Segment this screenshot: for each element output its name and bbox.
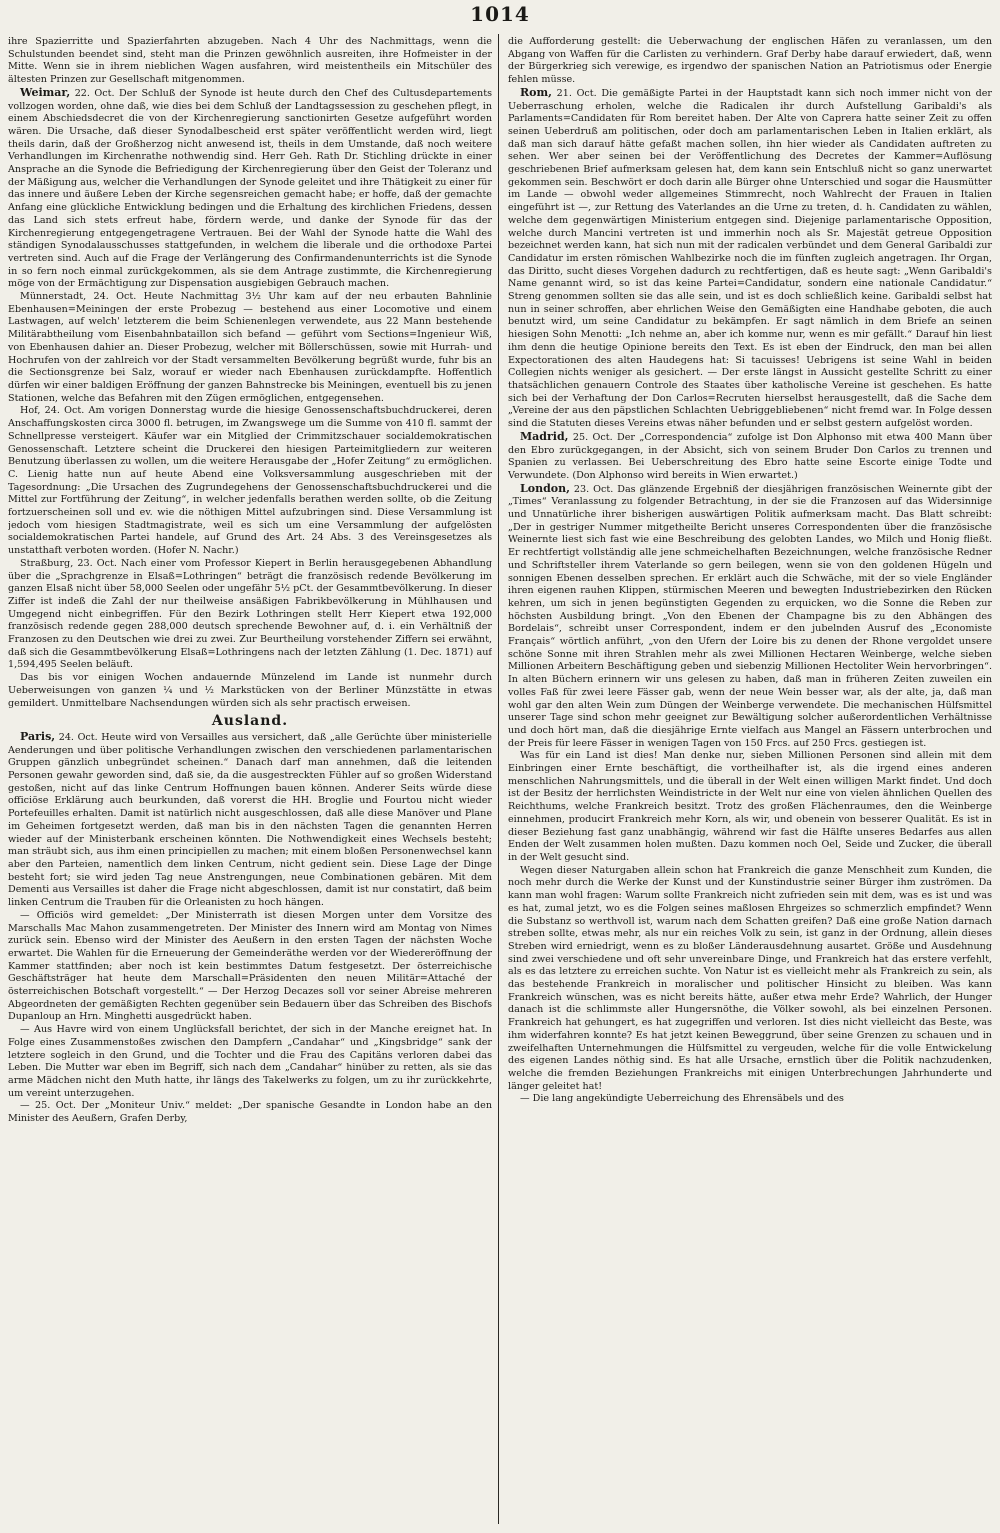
article-text: 25. Oct. Der „Correspondencia“ zufolge ist Don Alphonso mit etwa 400 Mann über den Ebro zurückgegangen, in der Absicht, sich von seinem Bruder Don Carlos zu trennen und Spanien zu verlassen. Bei Ueberschreitung des Ebro hatte seine Escorte einige Todte und Verwundete. (Don Alphonso wird bereits in Wien erwartet.) [508, 431, 992, 481]
dateline: Rom, [520, 85, 552, 99]
article-text: 24. Oct. Heute wird von Versailles aus versichert, daß „alle Gerüchte über ministerielle Aenderungen und über politische Verhandlungen zwischen den verschiedenen parlamentarischen Gruppen gänzlich unbegründet scheinen.“ Danach darf man annehmen, daß die leitenden Personen gewahr geworden sind, daß sie, da die ausgestreckten Fühler auf so großen Widerstand gestoßen, nicht auf das linke Centrum Hoffnungen bauen können. Anderer Seits würde diese officiöse Erklärung auch beurkunden, daß vorerst die HH. Broglie und Fourtou nicht wieder Portefeuilles erhalten. Damit ist natürlich nicht ausgeschlossen, daß alle diese Manöver und Plane im Geheimen fortgesetzt werden, daß man bis in den nächsten Tagen die genannten Herren wieder auf der Ministerbank erscheinen könnten. Die Nothwendigkeit eines Wechsels besteht; man sträubt sich, aus ihm einen principiellen zu machen; mit einem bloßen Personenwechsel kann aber den Parteien, namentlich dem linken Centrum, nicht gedient sein. Diese Lage der Dinge besteht fort; sie wird jeden Tag neue Anstrengungen, neue Combinationen gebären. Mit dem Dementi aus Versailles ist daher die Frage nicht abgeschlossen, damit ist nur constatirt, daß beim linken Centrum die Trauben für die Orleanisten zu hoch hängen. [8, 731, 492, 909]
article-paris [8, 731, 492, 910]
article-weimar [8, 87, 492, 291]
page-number: 1014 [470, 2, 530, 26]
article-text: 22. Oct. Der Schluß der Synode ist heute durch den Chef des Cultusdepartements vollzogen worden, ohne daß, wie dies bei dem Schluß der Landtagssession zu geschehen pflegt, in einem Abschiedsdecret die von der Kirchenregierung sanctionirten Gesetze aufgeführt worden wären. Die Ursache, daß dieser Synodalbescheid erst später veröffentlicht werden wird, liegt theils darin, daß der Großherzog nicht anwesend ist, theils in dem Umstande, daß noch weitere Verhandlungen im Kirchenrathe nothwendig sind. Herr Geh. Rath Dr. Stichling drückte in einer Ansprache an die Synode die Befriedigung der Kirchenregierung über den Geist der Toleranz und der Mäßigung aus, welcher die Verhandlungen der Synode geleitet und ihre Thätigkeit zu einer für das innere und äußere Leben der Kirche segensreichen gemacht habe; er hoffe, daß der gemachte Anfang eine glückliche Entwicklung bedingen und die Erhaltung des kirchlichen Friedens, dessen das Land sich stets erfreut habe, fördern werde, und danke der Synode für das der Kirchenregierung entgegengetragene Vertrauen. Bei der Wahl der Synode hatte die Wahl des ständigen Synodalausschusses stattgefunden, in welchem die liberale und die orthodoxe Partei vertreten sind. Auch auf die Frage der Verlängerung des Confirmandenunterrichts ist die Synode in so fern noch einmal zurückgekommen, als sie dem Antrage zustimmte, die Kirchenregierung möge von der Ermächtigung zur Dispensation ausgiebigen Gebrauch machen. [8, 87, 492, 290]
article-officioes: — Officiös wird gemeldet: „Der Ministerrath ist diesen Morgen unter dem Vorsitze des Marschalls Mac Mahon zusammengetreten. Der Minister des Innern wird am Montag von Nimes zurück sein. Ebenso wird der Minister des Aeußern in den ersten Tagen der nächsten Woche erwartet. Die Wahlen für die Erneuerung der Gemeinderäthe werden vor der Wiedereröffnung der Kammer stattfinden; aber noch ist kein bestimmtes Datum festgesetzt. Der österreichische Geschäftsträger hat heute dem Marschall=Präsidenten den neuen Militär=Attaché der österreichischen Botschaft vorgestellt.“ — Der Herzog Decazes soll vor seiner Abreise mehreren Abgeordneten der gemäßigten Rechten gegenüber sein Bedauern über das Schreiben des Bischofs Dupanloup an Hrn. Minghetti ausgedrückt haben. [8, 909, 492, 1023]
article-text: Was für ein Land ist dies! Man denke nur, sieben Millionen Personen sind allein mit dem Einbringen einer Ernte beschäftigt, die vortheilhafter ist, als die irgend eines anderen menschlichen Nahrungsmittels, und die überall in der Welt einen willigen Markt findet. Und doch ist der Besitz der herrlichsten Weindistricte in der Welt nur eine von vielen ähnlichen Quellen des Reichthums, welche Frankreich besitzt. Trotz des großen Flächenraumes, den die Weinberge einnehmen, producirt Frankreich mehr Korn, als wir, und obenein von besserer Qualität. Es ist in dieser Beziehung fast ganz unabhängig, während wir fast die Hälfte unseres Bedarfes aus allen Enden der Welt zusammen holen mußten. Dazu kommen noch Oel, Seide und Zucker, die überall in der Welt gesucht sind. [508, 750, 992, 863]
article-madrid [508, 431, 992, 483]
dateline: Madrid, [520, 429, 569, 443]
article-ehrensaebel: — Die lang angekündigte Ueberreichung des Ehrensäbels und des [520, 1093, 844, 1105]
article-strassburg: Straßburg, 23. Oct. Nach einer vom Professor Kiepert in Berlin herausgegebenen Abhandlung über die „Sprachgrenze in Elsaß=Lothringen“ beträgt die französisch redende Bevölkerung im ganzen Elsaß nicht über 58,000 Seelen oder ungefähr 5½ pCt. der Gesammtbevölkerung. In dieser Ziffer ist indeß die Zahl der nur theilweise ansäßigen Fabrikbevölkerung in Mühlhausen und Umgegend nicht einbegriffen. Für den Bezirk Lothringen stellt Herr Kiepert etwa 192,000 französisch redende gegen 288,000 deutsch sprechende Bewohner auf, d. i. ein Verhältniß der Franzosen zu den Deutschen wie drei zu zwei. Zur Beurtheilung vorstehender Ziffern sei erwähnt, daß sich die Gesammtbevölkerung Elsaß=Lothringens nach der letzten Zählung (1. Dec. 1871) auf 1,594,495 Seelen beläuft. [8, 557, 492, 671]
article-muennerstadt: Münnerstadt, 24. Oct. Heute Nachmittag 3½ Uhr kam auf der neu erbauten Bahnlinie Ebenhausen=Meiningen der erste Probezug — bestehend aus einer Locomotive und einem Lastwagen, auf welch' letzterem die beim Schienenlegen verwendete, aus 22 Mann bestehende Militärabtheilung vom Eisenbahnbataillon sich befand — geführt vom Sections=Ingenieur Wiß, von Ebenhausen dahier an. Dieser Probezug, welcher mit Böllerschüssen, sowie mit Hurrah- und Hochrufen von der zahlreich vor der Stadt versammelten Bevölkerung begrüßt wurde, fuhr bis an die Sectionsgrenze bei Salz, worauf er wieder nach Ebenhausen zurückdampfte. Hoffentlich dürfen wir einer baldigen Eröffnung der ganzen Bahnstrecke bis Meiningen, eventuell bis zu jenen Stationen, welche das Befahren mit den Zügen ermöglichen, entgegensehen. [8, 291, 492, 404]
article-text: 23. Oct. Das glänzende Ergebniß der diesjährigen französischen Weinernte gibt der „Times“ Veranlassung zu folgender Betrachtung, in der sie die Franzosen auf das Widersinnige und Unnatürliche ihrer bisherigen auswärtigen Politik aufmerksam macht. Das Blatt schreibt: „Der in gestriger Nummer mitgetheilte Bericht unseres Correspondenten über die französische Weinernte liest sich fast wie eine Beschreibung des gelobten Landes, wo Milch und Honig fließt. Er rechtfertigt vollständig alle jene schmeichelhaften Bezeichnungen, welche französische Redner und Schriftsteller ihrem Vaterlande so gern beilegen, wenn sie von den goldenen Hügeln und sonnigen Ebenen desselben sprechen. Er erklärt auch die Schwäche, mit der so viele Engländer ihren eigenen rauhen Klippen, stürmischen Meeren und bewegten Industriebezirken den Rücken kehren, um sich in jenen begünstigten Gegenden zu erquicken, wo die Sonne die Reben zur höchsten Ausbildung bringt. „Von den Ebenen der Champagne bis zu den Abhängen des Bordelais“, schreibt unser Correspondent, indem er den jubelnden Ausruf des „Economiste Français“ wörtlich anführt, „von den Ufern der Loire bis zu denen der Rhone vergoldet unsere schöne Sonne mit ihren Strahlen mehr als zwei Millionen Hectaren Weinberge, welche sieben Millionen Arbeitern Beschäftigung geben und siebenzig Millionen Hectoliter Wein hervorbringen“. In alten Büchern erinnern wir uns gelesen zu haben, daß man in früheren Zeiten zuweilen ein volles Faß für zwei leere Fässer gab, wenn der neue Wein besser war, als der alte, ja, daß man wohl gar den alten Wein zum Düngen der Weinberge verwendete. Die mechanischen Hülfsmittel unserer Tage sind schon mehr geeignet zur Bewältigung solcher außerordentlichen Verhältnisse und doch hört man, daß die diesjährige Ernte vielfach aus Mangel an Fässern unterbrochen und der Preis für leere Fässer in wenigen Tagen von 150 Frcs. auf 250 Frcs. gestiegen ist. [508, 483, 992, 749]
article-muenzelend: Das bis vor einigen Wochen andauernde Münzelend im Lande ist nunmehr durch Ueberweisungen von ganzen ¼ und ½ Markstücken von der Berliner Münzstätte in etwas gemildert. Unmittelbare Nachsendungen würden sich als sehr practisch erweisen. [8, 672, 492, 709]
article-text: die Aufforderung gestellt: die Ueberwachung der englischen Häfen zu veranlassen, um den Abgang von Waffen für die Carlisten zu verhindern. Graf Derby habe darauf erwiedert, daß, wenn der Bürgerkrieg sich verewige, es irgendwo der spanischen Nation an Patriotismus oder Energie fehlen müsse. [508, 36, 992, 86]
article-moniteur: — 25. Oct. Der „Moniteur Univ.“ meldet: „Der spanische Gesandte in London habe an den Minister des Aeußern, Grafen Derby, [8, 1100, 492, 1125]
article-rom [508, 87, 992, 431]
dateline: London, [520, 481, 570, 495]
left-column [8, 36, 492, 1526]
article-text: ihre Spazierritte und Spazierfahrten abzugeben. Nach 4 Uhr des Nachmittags, wenn die Schulstunden beendet sind, steht man die Prinzen gewöhnlich ausreiten, ihre Hofmeister in der Mitte. Wenn sie in ihrem nieblichen Wagen ausfahren, wird meistentheils ein Mitschüler des ältesten Prinzen zur Gesellschaft mitgenommen. [8, 36, 492, 86]
article-havre: — Aus Havre wird von einem Unglücksfall berichtet, der sich in der Manche ereignet hat. In Folge eines Zusammenstoßes zwischen den Dampfern „Candahar“ und „Kingsbridge“ sank der letztere sogleich in den Grund, und die Tochter und die Frau des Capitäns verloren dabei das Leben. Die Mutter war eben im Begriff, sich nach dem „Candahar“ hinüber zu retten, als sie das arme Mädchen nicht den Muth hatte, ihr längs des Takelwerks zu folgen, um zu ihr zurückkehrte, um vereint unterzugehen. [8, 1024, 492, 1099]
column-divider [498, 34, 499, 1524]
article-hof: Hof, 24. Oct. Am vorigen Donnerstag wurde die hiesige Genossenschaftsbuchdruckerei, deren Anschaffungskosten circa 3000 fl. betrugen, im Zwangswege um die Summe von 410 fl. sammt der Schnellpresse versteigert. Käufer war ein Mitglied der Crimmitzschauer socialdemokratischen Genossenschaft. Letztere scheint die Druckerei den hiesigen Parteimitgliedern zur weiteren Benutzung überlassen zu wollen, um die weitere Herausgabe der „Hofer Zeitung“ zu ermöglichen. C. Lienig hatte nun auf heute Abend eine Volksversammlung ausgeschrieben mit der Tagesordnung: „Die Ursachen des Zugrundegehens der Genossenschaftsbuchdruckerei und die Mittel zur Fortführung der Zeitung“, in welcher jedenfalls berathen werden sollte, ob die Zeitung fortzuerscheinen soll und ev. wie die nöthigen Mittel aufzubringen sind. Diese Versammlung ist jedoch vom hiesigen Stadtmagistrate, weil es sich um eine Versammlung der aufgelösten socialdemokratischen Partei handele, auf Grund des Art. 24 Abs. 3 des Vereinsgesetzes als unstatthaft verboten worden. (Hofer N. Nachr.) [8, 405, 492, 557]
article-london [508, 483, 992, 751]
section-title-ausland: Ausland. [211, 713, 289, 730]
dateline: Weimar, [20, 85, 71, 99]
article-text: Wegen dieser Naturgaben allein schon hat Frankreich die ganze Menschheit zum Kunden, die noch mehr durch die Werke der Kunst und der Kunstindustrie seiner Bürger ihm zuströmen. Da kann man wohl fragen: Warum sollte Frankreich nicht zufrieden sein mit dem, was es ist und was es hat, zumal jetzt, wo es die Folgen seines maßlosen Ehrgeizes so schmerzlich empfindet? Wenn die Substanz so werthvoll ist, warum nach dem Schatten greifen? Daß eine große Nation darnach streben sollte, etwas mehr, als nur ein reiches Volk zu sein, ist ganz in der Ordnung, allein dieses Streben wird erniedrigt, wenn es zu bloßer Länderausdehnung ausartet. Größe und Ausdehnung sind zwei verschiedene und oft sehr unvereinbare Dinge, und Frankreich hat das erstere verfehlt, als es das letztere zu erreichen suchte. Von Natur ist es vielleicht mehr als Frankreich zu sein, als das bestehende Frankreich in moralischer und politischer Hinsicht zu bleiben. Was kann Frankreich wünschen, was es nicht bereits hätte, außer etwa mehr Erde? Wahrlich, der Hunger danach ist die schlimmste aller Hungersnöthe, die Völker sowohl, als bei einzelnen Personen. Frankreich hat gehungert, es hat zugegriffen und verloren. Ist dies nicht vielleicht das Beste, was ihm widerfahren konnte? Es hat jetzt keinen Beweggrund, über seine Grenzen zu schauen und in zweifelhaften Unternehmungen die Hülfsmittel zu vergeuden, welche für die volle Entwickelung des eigenen Landes nöthig sind. Es hat alle Ursache, ernstlich über die Politik nachzudenken, welche die fremden Beziehungen Frankreichs mit einigen Unterbrechungen Jahrhunderte und länger geleitet hat! [508, 864, 992, 1092]
article-text: 21. Oct. Die gemäßigte Partei in der Hauptstadt kann sich noch immer nicht von der Ueberraschung erholen, welche die Radicalen ihr durch Aufstellung Garibaldi's als Parlaments=Candidaten für Rom bereitet haben. Der Alte von Caprera hatte seiner Zeit zu offen seinen Ueberdruß am politischen, oder doch am parlamentarischen Leben in Italien erklärt, als daß man sich darauf hätte gefaßt machen sollen, ihn hier wieder als Candidaten auftreten zu sehen. Wer aber seinen bei der Veröffentlichung des Decretes der Kammer=Auflösung geschriebenen Brief aufmerksam gelesen hat, dem kann sein Entschluß nicht so ganz unerwartet gekommen sein. Beschwört er doch darin alle Bürger ohne Unterschied und sogar die Hausmütter im Lande — obwohl weder allgemeines Stimmrecht, noch Wahlrecht der Frauen in Italien eingeführt ist —, zur Rettung des Vaterlandes an die Urne zu treten, d. h. Candidaten zu wählen, welche dem gegenwärtigen Ministerium entgegen sind. Diejenige parlamentarische Opposition, welche durch Mancini vertreten ist und immerhin noch als Sr. Majestät getreue Opposition bezeichnet werden kann, hat sich nun mit der radicalen verbündet und dem General Garibaldi zur Candidatur im ersten römischen Wahlbezirke noch die im fünften zugleich angetragen. Ihr Organ, das Diritto, sucht dieses Vorgehen dadurch zu rechtfertigen, daß es heute sagt: „Wenn Garibaldi's Name genannt wird, so ist das keine Partei=Candidatur, sondern eine nationale Candidatur.“ Streng genommen sollten sie das alle sein, und ist es doch schließlich keine. Garibaldi selbst hat nun in seiner schroffen, aber ehrlichen Weise den Gemäßigten eine Handhabe geboten, die auch benutzt wird, um seine Candidatur zu bekämpfen. Er sagt nämlich in dem Briefe an seinen hiesigen Sohn Menotti: „Ich nehme an, aber ich komme nur, wenn es mir gefällt.“ Darauf hin liest ihm denn die heutige Opinione bereits den Text. Es ist eben der Eindruck, den man bei allen Expectorationen des alten Haudegens hat: Si tacuisses! Uebrigens ist seine Wahl in beiden Collegien nichts weniger als gesichert. — Der erste längst in Aussicht gestellte Schritt zu einer thatsächlichen genauern Controle des Staates über katholische Vereine ist geschehen. Es hatte sich bei der Verhaftung der Don Carlos=Recruten hierselbst herausgestellt, daß die Sache dem „Vereine der aus den päpstlichen Schlachten Uebriggebliebenen“ nicht fremd war. In Folge dessen sind die Statuten dieses Vereins etwas näher befunden und er selbst gestern aufgelöst worden. [508, 87, 992, 430]
right-column [508, 36, 992, 1526]
dateline: Paris, [20, 729, 56, 743]
